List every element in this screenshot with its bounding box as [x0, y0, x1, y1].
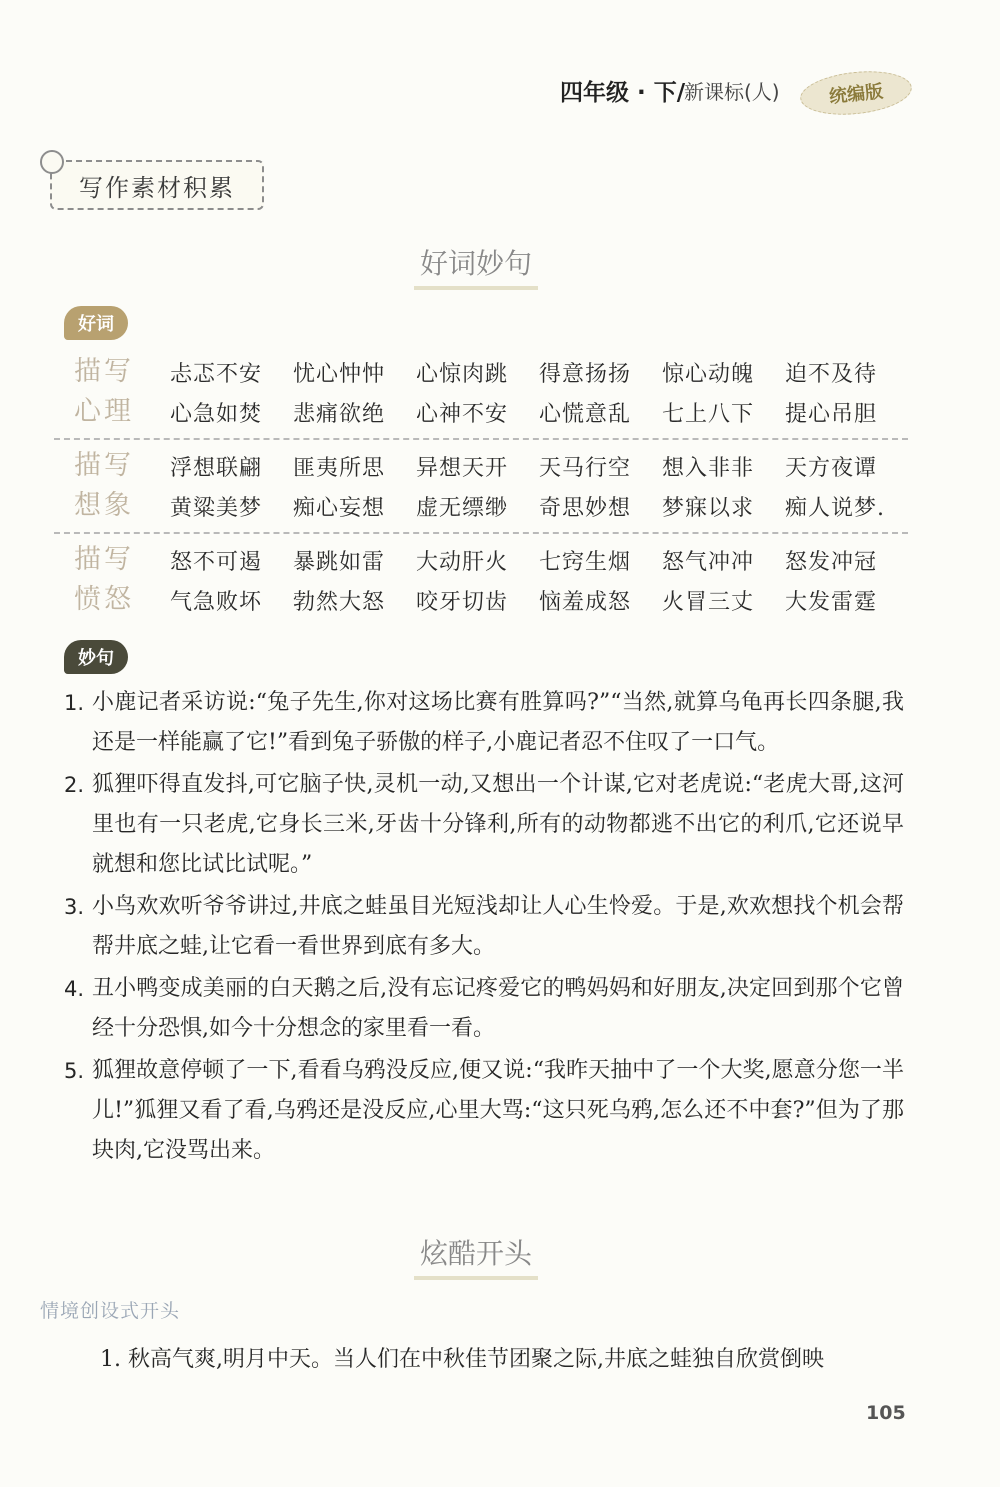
word-group-imagination [54, 440, 908, 534]
list-item [64, 887, 904, 967]
group-label [54, 440, 154, 532]
group-label [54, 346, 154, 438]
word: 七上八下 [662, 401, 755, 427]
word-row [154, 352, 908, 392]
edition-label: 新课标(人) [684, 80, 780, 104]
word: 黄粱美梦 [170, 495, 263, 521]
word: 忧心忡忡 [293, 361, 386, 387]
sentence-number: 5. [64, 1059, 85, 1083]
list-item [64, 683, 904, 763]
list-item [64, 969, 904, 1049]
words-table [54, 346, 908, 626]
group-label-top: 描写 [74, 544, 134, 575]
section-title: 写作素材积累 [50, 160, 264, 210]
word: 惊心动魄 [662, 361, 755, 387]
word: 咬牙切齿 [416, 589, 509, 615]
word: 气急败坏 [170, 589, 263, 615]
word-row [154, 540, 908, 580]
sentences-list [64, 683, 904, 1173]
word: 忐忑不安 [170, 361, 263, 387]
word: 勃然大怒 [293, 589, 386, 615]
word: 大发雷霆 [785, 589, 878, 615]
group-label-bottom: 想象 [74, 490, 134, 521]
openings-heading: 炫酷开头 [414, 1232, 538, 1280]
word: 痴心妄想 [293, 495, 386, 521]
word: 七窍生烟 [539, 549, 632, 575]
word: 心急如焚 [170, 401, 263, 427]
word: 奇思妙想 [539, 495, 632, 521]
word: 心惊肉跳 [416, 361, 509, 387]
word-row [154, 580, 908, 620]
word: 悲痛欲绝 [293, 401, 386, 427]
words-tag: 好词 [64, 306, 128, 340]
word: 暴跳如雷 [293, 549, 386, 575]
group-label [54, 534, 154, 626]
group-label-top: 描写 [74, 356, 134, 387]
opening-category: 情境创设式开头 [40, 1300, 181, 1322]
word: 迫不及待 [785, 361, 878, 387]
word-row [154, 392, 908, 432]
word: 大动肝火 [416, 549, 509, 575]
word: 痴人说梦. [785, 495, 885, 521]
word: 得意扬扬 [539, 361, 632, 387]
word: 怒气冲冲 [662, 549, 755, 575]
group-label-bottom: 愤怒 [74, 584, 134, 615]
word-row [154, 446, 908, 486]
word: 怒发冲冠 [785, 549, 878, 575]
word: 怒不可遏 [170, 549, 263, 575]
sentence-text: 小鹿记者采访说:“兔子先生,你对这场比赛有胜算吗?”“当然,就算乌龟再长四条腿,我还是一样能赢了它!”看到兔子骄傲的样子,小鹿记者忍不住叹了一口气。 [92, 690, 904, 755]
word: 恼羞成怒 [539, 589, 632, 615]
word: 天马行空 [539, 455, 632, 481]
word-group-anger [54, 534, 908, 626]
word: 匪夷所思 [293, 455, 386, 481]
opening-item: 1. 秋高气爽,明月中天。当人们在中秋佳节团聚之际,井底之蛙独自欣赏倒映 [100, 1347, 824, 1372]
sentence-number: 1. [64, 691, 85, 715]
word: 异想天开 [416, 455, 509, 481]
group-label-bottom: 心理 [74, 396, 134, 427]
word: 天方夜谭 [785, 455, 878, 481]
sentence-text: 丑小鸭变成美丽的白天鹅之后,没有忘记疼爱它的鸭妈妈和好朋友,决定回到那个它曾经十分恐惧,如今十分想念的家里看一看。 [92, 976, 904, 1041]
sentence-number: 4. [64, 977, 85, 1001]
group-words [154, 346, 908, 438]
word: 浮想联翩 [170, 455, 263, 481]
list-item [64, 765, 904, 885]
edition-badge: 统编版 [798, 66, 914, 119]
word-row [154, 486, 908, 526]
word: 虚无缥缈 [416, 495, 509, 521]
sentence-text: 小鸟欢欢听爷爷讲过,井底之蛙虽目光短浅却让人心生怜爱。于是,欢欢想找个机会帮帮井底之蛙,让它看一看世界到底有多大。 [92, 894, 904, 959]
sentence-text: 狐狸吓得直发抖,可它脑子快,灵机一动,又想出一个计谋,它对老虎说:“老虎大哥,这河里也有一只老虎,它身长三米,牙齿十分锋利,所有的动物都逃不出它的利爪,它还说早就想和您比试比试呢。” [92, 772, 904, 877]
sentence-number: 2. [64, 773, 85, 797]
word: 火冒三丈 [662, 589, 755, 615]
page-number: 105 [866, 1402, 906, 1424]
grade-label: 四年级 · 下/ [560, 80, 686, 106]
word: 想入非非 [662, 455, 755, 481]
sentence-number: 3. [64, 895, 85, 919]
word: 梦寐以求 [662, 495, 755, 521]
list-item [64, 1051, 904, 1171]
section-title-pin-icon [40, 150, 64, 174]
word: 心慌意乱 [539, 401, 632, 427]
word: 提心吊胆 [785, 401, 878, 427]
sentences-tag: 妙句 [64, 640, 128, 674]
sentence-text: 狐狸故意停顿了一下,看看乌鸦没反应,便又说:“我昨天抽中了一个大奖,愿意分您一半儿!”狐狸又看了看,乌鸦还是没反应,心里大骂:“这只死乌鸦,怎么还不中套?”但为了那块肉,它没骂出来。 [92, 1058, 904, 1163]
word-group-psychology [54, 346, 908, 440]
good-words-heading: 好词妙句 [414, 242, 538, 290]
group-label-top: 描写 [74, 450, 134, 481]
word: 心神不安 [416, 401, 509, 427]
group-words [154, 534, 908, 626]
group-words [154, 440, 908, 532]
